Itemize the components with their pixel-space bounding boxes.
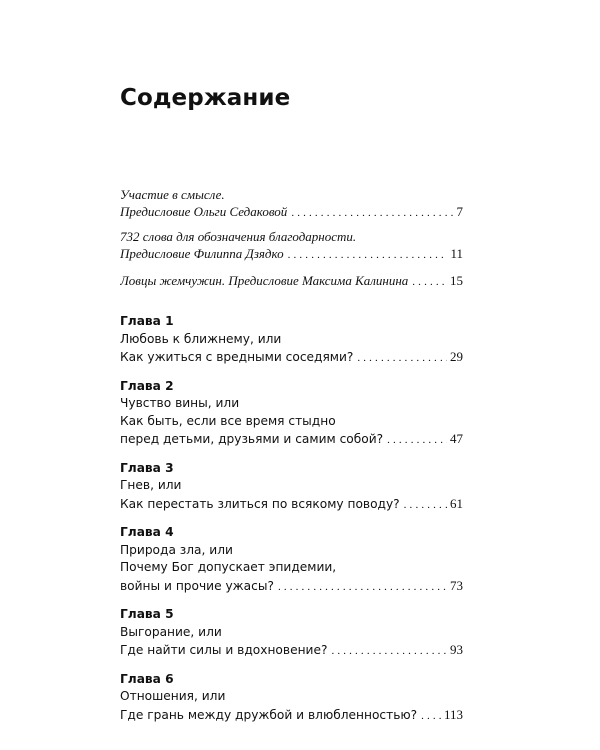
table-of-contents [120,186,463,725]
toc-entry-line: Как быть, если все время стыдно [120,413,336,428]
toc-entry-line: Как перестать злиться по всякому поводу? [120,496,400,511]
toc-chapter-entry [120,313,463,368]
toc-entry-line: перед детьми, друзьями и самим собой? [120,432,384,446]
page-number: 7 [456,204,463,219]
dot-leader [291,203,453,222]
toc-preface-entry [120,272,463,291]
chapter-label: Глава 3 [120,460,174,475]
toc-entry-line: Предисловие Ольги Седаковой [120,204,288,219]
dot-leader [387,431,447,450]
toc-chapter-entry [120,378,463,450]
toc-chapter-entry [120,606,463,661]
page-number: 93 [450,642,463,657]
toc-entry-last-line [120,348,463,368]
toc-entry-last-line [120,203,463,222]
toc-preface-entry [120,186,463,222]
toc-chapter-entry [120,524,463,596]
toc-preface-entry [120,228,463,264]
toc-entry-line: Выгорание, или [120,624,222,639]
page-number: 47 [450,431,463,446]
toc-entry-line: Предисловие Филиппа Дзядко [120,246,284,261]
dot-leader [404,496,447,515]
toc-entry-line: Ловцы жемчужин. Предисловие Максима Калинина [120,273,409,288]
toc-chapter-entry [120,671,463,726]
toc-entry-last-line [120,706,463,726]
dot-leader [412,272,447,291]
dot-leader [331,642,447,661]
toc-entry-last-line [120,272,463,291]
toc-chapter-entry [120,460,463,515]
toc-entry-last-line [120,430,463,450]
dot-leader [421,707,441,726]
toc-entry-line: 732 слова для обозначения благодарности. [120,229,357,244]
page-number: 29 [450,349,463,364]
chapter-label: Глава 4 [120,525,174,539]
toc-entry-last-line [120,641,463,661]
toc-entry-line: Чувство вины, или [120,396,240,410]
toc-entry-line: Где грань между дружбой и влюбленностью? [120,707,418,722]
dot-leader [288,245,448,264]
toc-entry-line: войны и прочие ужасы? [120,578,274,593]
chapter-label: Глава 1 [120,314,174,328]
page-number: 73 [450,577,463,593]
toc-entry-last-line [120,495,463,515]
page-number: 11 [450,246,463,261]
page-number: 15 [450,273,463,288]
page-number: 61 [450,495,463,511]
toc-entry-line: Отношения, или [120,689,226,703]
toc-entry-line: Любовь к ближнему, или [120,331,282,346]
page-number: 113 [443,706,463,722]
toc-entry-line: Как ужиться с вредными соседями? [120,350,354,364]
toc-entry-line: Где найти силы и вдохновение? [120,643,328,657]
toc-entry-last-line [120,245,463,264]
chapter-label: Глава 5 [120,607,174,621]
page-title: Содержание [120,85,291,111]
toc-entry-last-line [120,577,463,597]
toc-entry-line: Участие в смысле. [120,187,225,202]
toc-entry-line: Почему Бог допускает эпидемии, [120,560,337,574]
toc-entry-line: Природа зла, или [120,542,233,557]
dot-leader [278,578,447,597]
dot-leader [357,349,447,368]
chapter-label: Глава 6 [120,671,174,686]
toc-entry-line: Гнев, или [120,478,182,492]
chapter-label: Глава 2 [120,378,174,393]
